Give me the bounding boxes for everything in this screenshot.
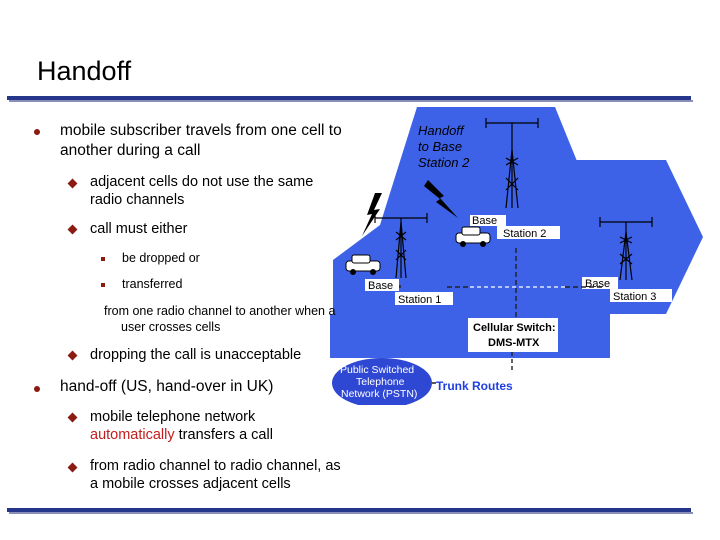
base-station-3-label: Base bbox=[585, 278, 611, 290]
footer-divider-shadow bbox=[9, 512, 693, 514]
bullet-icon bbox=[68, 225, 78, 235]
bullet-transferred: transferred bbox=[122, 277, 183, 291]
bullet-hand-off: hand-off (US, hand-over in UK) bbox=[60, 378, 274, 395]
svg-text:Station 2: Station 2 bbox=[418, 155, 470, 170]
base-station-2-label: Base bbox=[472, 215, 498, 227]
bullet-icon bbox=[34, 129, 40, 135]
pstn-label: Public Switched bbox=[340, 364, 415, 376]
svg-text:Station 2: Station 2 bbox=[503, 228, 547, 240]
svg-text:to Base: to Base bbox=[418, 139, 463, 154]
bullet-radio-to-radio: from radio channel to radio channel, as a mobile crosses adjacent cells bbox=[90, 458, 341, 492]
note-from-one-channel: from one radio channel to another when a user crosses cells bbox=[104, 304, 336, 334]
handoff-label: Handoff bbox=[418, 123, 464, 138]
trunk-routes-label: Trunk Routes bbox=[436, 379, 513, 393]
svg-text:Telephone: Telephone bbox=[356, 376, 405, 388]
base-station-1-label: Base bbox=[368, 280, 394, 292]
bullet-call-must-either: call must either bbox=[90, 221, 188, 237]
svg-text:Station 3: Station 3 bbox=[613, 291, 657, 303]
bullet-icon bbox=[68, 351, 78, 361]
svg-text:Network (PSTN): Network (PSTN) bbox=[341, 388, 418, 400]
cellular-switch-label: Cellular Switch: bbox=[473, 322, 556, 334]
bullet-icon bbox=[68, 179, 78, 189]
bullet-icon bbox=[68, 413, 78, 423]
bullet-icon bbox=[101, 257, 105, 261]
bullet-icon bbox=[34, 386, 40, 392]
bullet-icon bbox=[101, 283, 105, 287]
highlight-automatically: automatically bbox=[90, 427, 175, 443]
svg-text:DMS-MTX: DMS-MTX bbox=[488, 337, 540, 349]
bullet-network-transfers: mobile telephone network automatically transfers a call bbox=[90, 409, 273, 443]
bullet-icon bbox=[68, 463, 78, 473]
bullet-dropped: be dropped or bbox=[122, 251, 200, 265]
bullet-subscriber-travels: mobile subscriber travels from one cell to another during a call bbox=[60, 122, 342, 159]
page-title: Handoff bbox=[37, 56, 132, 86]
bullet-dropping-unacceptable: dropping the call is unacceptable bbox=[90, 347, 302, 363]
cellular-network-diagram bbox=[325, 100, 720, 405]
svg-text:Station 1: Station 1 bbox=[398, 294, 442, 306]
bullet-adjacent-cells: adjacent cells do not use the same radio channels bbox=[90, 174, 314, 208]
